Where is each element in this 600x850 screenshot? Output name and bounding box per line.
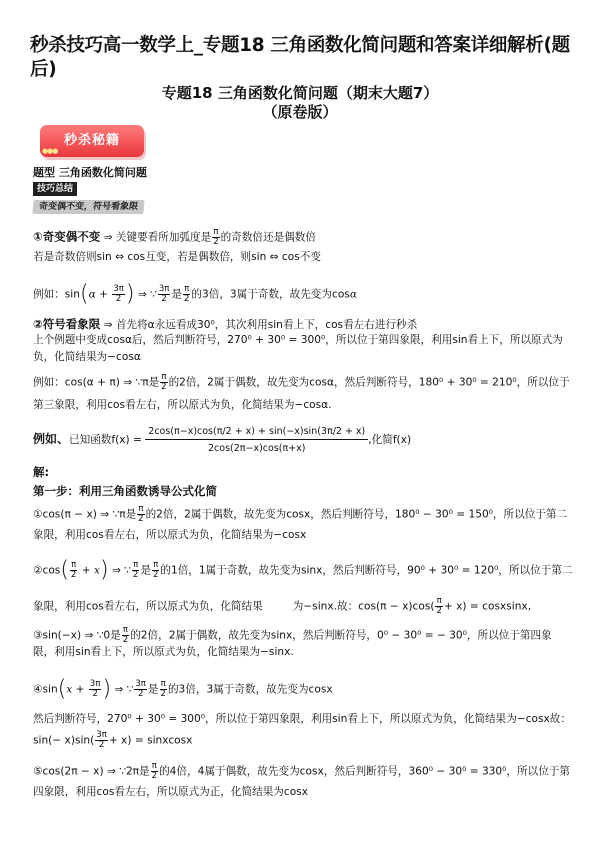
rule2-example-b: 的2倍，2属于偶数，故先变为cosα，然后判断符号，180⁰ + 30⁰ = 210⁰，所以位于 <box>168 376 570 389</box>
example-text: 已知函数f(x) = <box>69 434 142 446</box>
tag-technique-summary: 技巧总结 <box>33 182 77 196</box>
rule1-example-tail: 的3倍，3属于奇数，故先变为cos <box>191 288 350 301</box>
step-item-2: ②cos( $\frac{\pi}{2}$ + x) ⇒ ∵ $\frac{\pi}{2}$ 是 $\frac{\pi}{2}$ 的1倍，1属于奇数，故先变为sinx，然后判断符号，90⁰ + 30⁰ = 120⁰，所以位于第二 <box>33 557 573 583</box>
example-fraction <box>145 426 368 454</box>
rule1-example-prefix: 例如：sin <box>33 288 80 301</box>
rule2-line2: 上个例题中变成cosα后，然后判断符号，270⁰ + 30⁰ = 300⁰，所以位于第四象限，利用sin看上下，所以原式为 <box>33 334 563 346</box>
step-item-3-line2: 限，利用sin看上下，所以原式为负，化简结果为−sinx. <box>33 646 294 658</box>
topic-title <box>0 84 600 122</box>
tag-rule: 奇变偶不变，符号看象限 <box>32 200 144 214</box>
example-numerator: 2cos(π−x)cos(π/2 + x) + sin(−x)sin(3π/2 + x) <box>145 426 368 440</box>
solution-label: 解: <box>33 465 50 479</box>
rule1-text-b: 的奇数倍还是偶数倍 <box>220 231 316 244</box>
rule1-line2: 若是奇数倍则sin ⇔ cos互变，若是偶数倍，则sin ⇔ cos不变 <box>33 251 321 263</box>
example-denominator: 2cos(2π−x)cos(π+x) <box>208 443 306 454</box>
section-heading: 题型 三角函数化简问题 <box>33 166 147 179</box>
example-label: 例如、 <box>33 432 70 446</box>
example-problem <box>33 426 411 454</box>
step-item-5: ⑤cos(2π − x) ⇒ ∵2π是 $\frac{\pi}{2}$ 的4倍，4属于偶数，故先变为cosx，然后判断符号，360⁰ − 30⁰ = 330⁰，所以位于第 <box>33 761 570 781</box>
rule1-text-a: ⇒ 关键要看所加弧度是 <box>103 231 212 244</box>
step-item-3: ③sin(−x) ⇒ ∵0是 $\frac{\pi}{2}$ 的2倍，2属于偶数，故先变为sinx，然后判断符号，0⁰ − 30⁰ = − 30⁰，所以位于第四象 <box>33 625 552 645</box>
rule1-head: ①奇变偶不变 <box>33 229 101 244</box>
topic-title-line2: （原卷版） <box>262 103 338 121</box>
document-title: 秒杀技巧高一数学上_专题18 三角函数化简问题和答案详细解析(题后) <box>30 35 570 80</box>
rule2-example-line2: 第三象限，利用cos看左右，所以原式为负，化简结果为−cosα. <box>33 399 332 411</box>
rule2-line <box>33 317 417 332</box>
step-item-1-line2: 象限，利用cos看左右，所以原式为负，化简结果为−cosx <box>33 529 307 541</box>
rule2-head: ②符号看象限 <box>33 317 101 331</box>
rule1-line <box>33 228 316 247</box>
step-item-4-line2: 然后判断符号，270⁰ + 30⁰ = 300⁰，所以位于第四象限，利用sin看上下，所以原式为负，化简结果为−cosx故： <box>33 713 571 725</box>
step-item-2-line2: 象限，利用cos看左右，所以原式为负，化简结果 为−sinx.故：cos(π − x)cos( $\frac{\pi}{2}$ + x) = cosxsinx, <box>33 596 532 616</box>
fraction: $\frac{\pi}{2}$ <box>213 227 219 247</box>
step1-heading: 第一步：利用三角函数诱导公式化简 <box>33 484 217 498</box>
badge-label: 秒杀秘籍 <box>40 125 144 157</box>
step-item-4: ④sin(x + $\frac{3\pi}{2}$ ) ⇒ ∵ $\frac{3\pi}{2}$ 是 $\frac{\pi}{2}$ 的3倍，3属于奇数，故先变为cosx <box>33 676 333 702</box>
step-item-5-line2: 四象限，利用cos看左右，所以原式为正，化简结果为cosx <box>33 786 308 798</box>
rule1-example-mid: ⇒ ∵ <box>137 288 157 301</box>
step-item-1: ①cos(π − x) ⇒ ∵π是 $\frac{\pi}{2}$ 的2倍，2属于偶数，故先变为cosx，然后判断符号，180⁰ − 30⁰ = 150⁰，所以位于第二 <box>33 504 568 524</box>
topic-title-line1: 专题18 三角函数化简问题（期末大题7） <box>161 84 439 102</box>
secret-tips-badge <box>40 125 146 161</box>
rule2-example: 例如：cos(α + π) ⇒ ∵π是 $\frac{\pi}{2}$ 的2倍，2属于偶数，故先变为cosα，然后判断符号，180⁰ + 30⁰ = 210⁰，所以位于 <box>33 372 570 392</box>
example-tail: ,化简f(x) <box>368 434 412 446</box>
rule2-example-a: 例如：cos(α + π) ⇒ ∵π是 <box>33 376 160 389</box>
rule2-text: ⇒ 首先将α永远看成30⁰，其次利用sin看上下，cos看左右进行秒杀 <box>103 319 418 331</box>
badge-decoration-icon: ●●● <box>42 147 58 155</box>
rule1-example: 例如：sin(α + $\frac{3\pi}{2}$ ) ⇒ ∵ $\frac{3\pi}{2}$ 是 $\frac{\pi}{2}$ 的3倍，3属于奇数，故先变为cosα <box>33 281 357 307</box>
step-item-4-line3: sin(− x)sin( $\frac{3\pi}{2}$ + x) = sinxcosx <box>33 730 193 750</box>
rule2-line3: 负，化简结果为−cosα <box>33 351 141 363</box>
